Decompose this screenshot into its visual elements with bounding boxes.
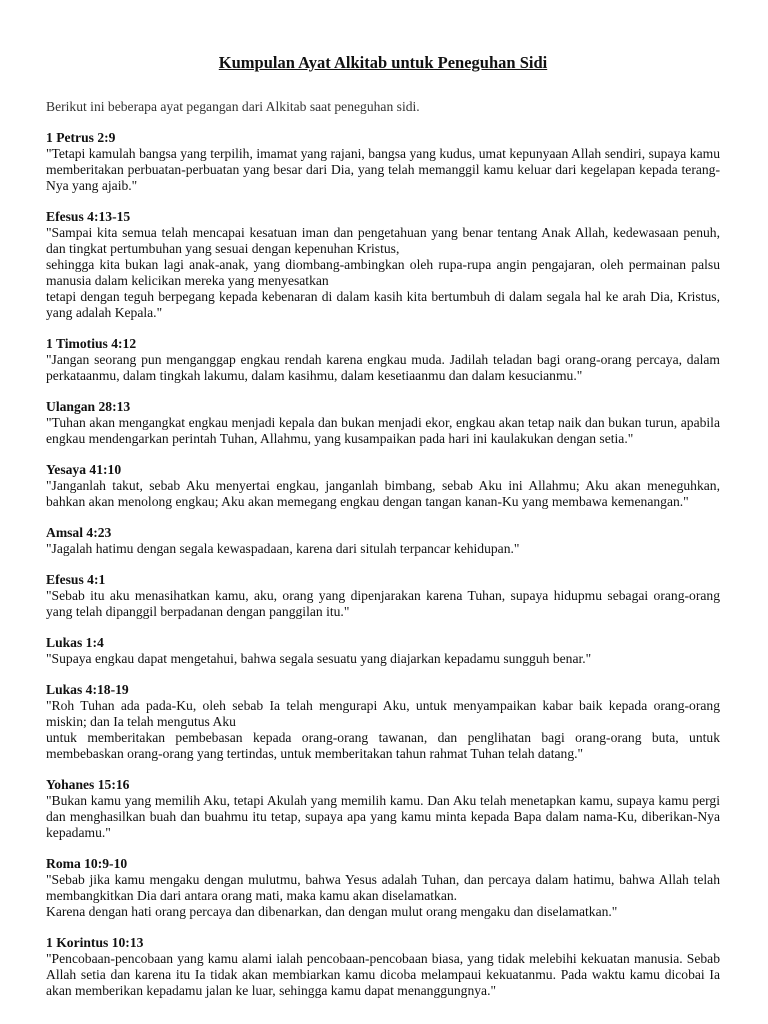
document-title: Kumpulan Ayat Alkitab untuk Peneguhan Sidi: [218, 53, 548, 72]
verse-reference: Lukas 1:4: [46, 635, 104, 650]
verse-block: [46, 572, 720, 620]
verse-text: untuk memberitakan pembebasan kepada orang-orang tawanan, dan penglihatan bagi orang-orang buta, untuk membebaskan orang-orang yang tertindas, untuk memberitakan tahun rahmat Tuhan telah datang.": [46, 730, 720, 761]
verse-text: Karena dengan hati orang percaya dan dibenarkan, dan dengan mulut orang mengaku dan diselamatkan.": [46, 904, 618, 919]
verse-reference: Amsal 4:23: [46, 525, 112, 540]
verse-block: [46, 462, 720, 510]
verse-text: "Jangan seorang pun menganggap engkau rendah karena engkau muda. Jadilah teladan bagi orang-orang percaya, dalam perkataanmu, dalam tingkah lakumu, dalam kasihmu, dalam kesetiaanmu dan dalam kesucianmu.": [46, 352, 720, 383]
verse-text: "Bukan kamu yang memilih Aku, tetapi Akulah yang memilih kamu. Dan Aku telah menetapkan kamu, supaya kamu pergi dan menghasilkan buah dan buahmu itu tetap, supaya apa yang kamu minta kepada Bapa dalam nama-Ku, diberikan-Nya kepadamu.": [46, 793, 720, 840]
verse-text: "Jagalah hatimu dengan segala kewaspadaan, karena dari situlah terpancar kehidupan.": [46, 541, 520, 556]
verse-block: [46, 682, 720, 762]
verse-text: "Tuhan akan mengangkat engkau menjadi kepala dan bukan menjadi ekor, engkau akan tetap naik dan bukan turun, apabila engkau mendengarkan perintah Tuhan, Allahmu, yang kusampaikan pada hari ini kaulakukan dengan setia.": [46, 415, 720, 446]
verse-block: [46, 856, 720, 920]
verse-reference: Ulangan 28:13: [46, 399, 131, 414]
verse-block: [46, 209, 720, 321]
verse-block: [46, 525, 720, 557]
verse-text: "Pencobaan-pencobaan yang kamu alami ialah pencobaan-pencobaan biasa, yang tidak melebihi kekuatan manusia. Sebab Allah setia dan karena itu Ia tidak akan membiarkan kamu dicoba melampaui kekuatanmu. Pada waktu kamu dicobai Ia akan memberikan kepadamu jalan ke luar, sehingga kamu dapat menanggungnya.": [46, 951, 720, 998]
verse-block: [46, 399, 720, 447]
verse-text: "Roh Tuhan ada pada-Ku, oleh sebab Ia telah mengurapi Aku, untuk menyampaikan kabar baik kepada orang-orang miskin; dan Ia telah mengutus Aku: [46, 698, 720, 729]
verse-block: [46, 130, 720, 194]
verse-text: "Sebab jika kamu mengaku dengan mulutmu, bahwa Yesus adalah Tuhan, dan percaya dalam hatimu, bahwa Allah telah membangkitkan Dia dari antara orang mati, maka kamu akan diselamatkan.: [46, 872, 720, 903]
verse-block: [46, 336, 720, 384]
document-page: [46, 52, 720, 1014]
verse-block: [46, 635, 720, 667]
verse-block: [46, 935, 720, 999]
verse-reference: Efesus 4:13-15: [46, 209, 131, 224]
verse-reference: Roma 10:9-10: [46, 856, 128, 871]
verse-reference: Yohanes 15:16: [46, 777, 130, 792]
verse-text: "Sampai kita semua telah mencapai kesatuan iman dan pengetahuan yang benar tentang Anak Allah, kedewasaan penuh, dan tingkat pertumbuhan yang sesuai dengan kepenuhan Kristus,: [46, 225, 720, 256]
verse-reference: Efesus 4:1: [46, 572, 106, 587]
verse-text: tetapi dengan teguh berpegang kepada kebenaran di dalam kasih kita bertumbuh di dalam segala hal ke arah Dia, Kristus, yang adalah Kepala.": [46, 289, 720, 320]
verse-reference: Lukas 4:18-19: [46, 682, 129, 697]
verse-text: "Tetapi kamulah bangsa yang terpilih, imamat yang rajani, bangsa yang kudus, umat kepunyaan Allah sendiri, supaya kamu memberitakan perbuatan-perbuatan yang besar dari Dia, yang telah memanggil kamu keluar dari kegelapan kepada terang-Nya yang ajaib.": [46, 146, 720, 193]
verse-reference: 1 Petrus 2:9: [46, 130, 116, 145]
verse-text: sehingga kita bukan lagi anak-anak, yang diombang-ambingkan oleh rupa-rupa angin pengajaran, oleh permainan palsu manusia dalam kelicikan mereka yang menyesatkan: [46, 257, 720, 288]
verse-block: [46, 777, 720, 841]
verse-reference: 1 Korintus 10:13: [46, 935, 144, 950]
verse-text: "Janganlah takut, sebab Aku menyertai engkau, janganlah bimbang, sebab Aku ini Allahmu; Aku akan meneguhkan, bahkan akan menolong engkau; Aku akan memegang engkau dengan tangan kanan-Ku yang membawa kemenangan.": [46, 478, 720, 509]
verse-text: "Supaya engkau dapat mengetahui, bahwa segala sesuatu yang diajarkan kepadamu sungguh benar.": [46, 651, 592, 666]
verse-reference: Yesaya 41:10: [46, 462, 122, 477]
verse-text: "Sebab itu aku menasihatkan kamu, aku, orang yang dipenjarakan karena Tuhan, supaya hidupmu sebagai orang-orang yang telah dipanggil berpadanan dengan panggilan itu.": [46, 588, 720, 619]
intro-text: Berikut ini beberapa ayat pegangan dari Alkitab saat peneguhan sidi.: [46, 99, 420, 114]
verse-reference: 1 Timotius 4:12: [46, 336, 137, 351]
